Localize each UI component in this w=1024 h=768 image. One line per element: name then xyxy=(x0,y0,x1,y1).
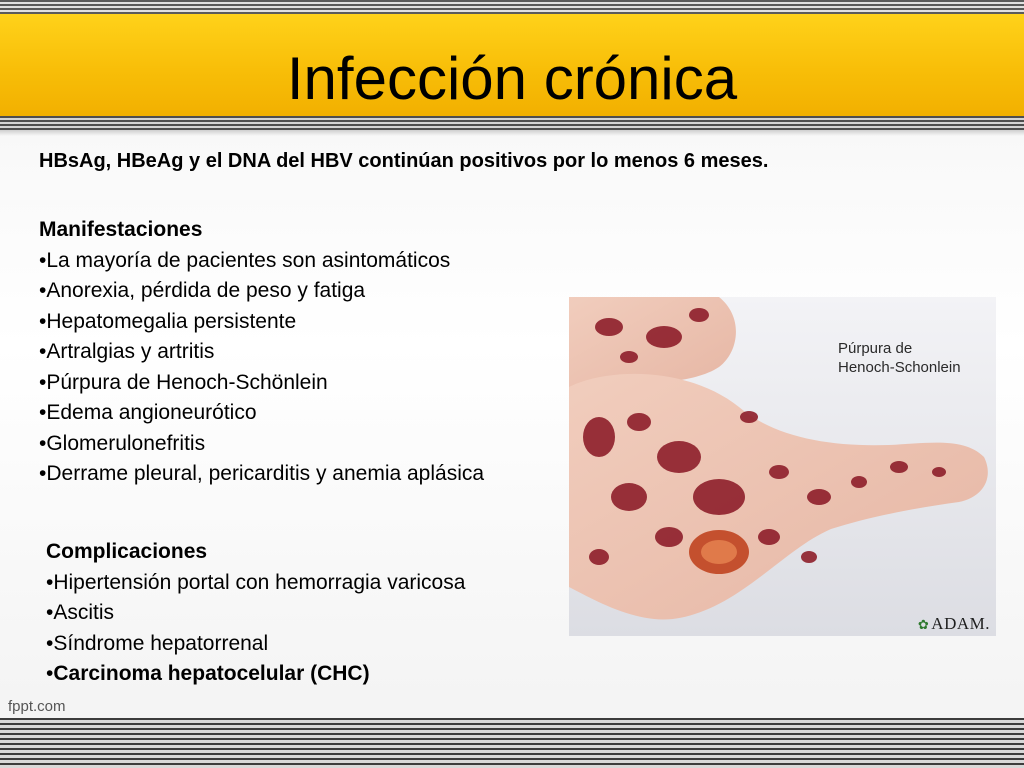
list-item: •Edema angioneurótico xyxy=(39,401,257,424)
bottom-stripe-band xyxy=(0,718,1024,768)
purpura-photo xyxy=(569,297,996,636)
complications-heading: Complicaciones xyxy=(46,540,208,563)
adam-logo: ✿ ADAM. xyxy=(917,614,990,633)
bullet: • xyxy=(46,662,54,685)
list-item-carcinoma xyxy=(46,659,566,690)
slide-title: Infección crónica xyxy=(286,45,738,112)
manifestations-list xyxy=(39,215,559,490)
complications-list xyxy=(46,537,566,690)
caption-line: Púrpura de xyxy=(838,340,913,357)
list-item: •Hipertensión portal con hemorragia varicosa xyxy=(46,570,466,594)
list-item: •Púrpura de Henoch-Schӧnlein xyxy=(39,370,328,394)
list-item: •Síndrome hepatorrenal xyxy=(46,631,269,655)
list-item: •Hepatomegalia persistente xyxy=(39,309,297,333)
list-item: •La mayoría de pacientes son asintomáticos xyxy=(39,248,451,272)
top-stripe-band xyxy=(0,0,1024,14)
list-item: •Ascitis xyxy=(46,601,115,624)
footer-brand: fppt.com xyxy=(8,698,66,715)
caption-line: Henoch-Schonlein xyxy=(838,359,961,376)
intro-statement: HBsAg, HBeAg y el DNA del HBV continúan positivos por lo menos 6 meses. xyxy=(39,150,769,172)
list-item: •Artralgias y artritis xyxy=(39,340,215,363)
list-item: •Anorexia, pérdida de peso y fatiga xyxy=(39,279,366,302)
list-item: •Derrame pleural, pericarditis y anemia aplásica xyxy=(39,462,485,485)
leaf-icon: ✿ xyxy=(917,617,930,632)
list-item: •Glomerulonefritis xyxy=(39,431,206,455)
photo-caption xyxy=(838,339,996,377)
separator-shadow xyxy=(0,130,1024,136)
carcinoma-label: Carcinoma hepatocelular (CHC) xyxy=(53,662,370,685)
manifestations-heading: Manifestaciones xyxy=(39,218,203,241)
title-separator-stripes xyxy=(0,116,1024,130)
title-bar xyxy=(0,14,1024,116)
